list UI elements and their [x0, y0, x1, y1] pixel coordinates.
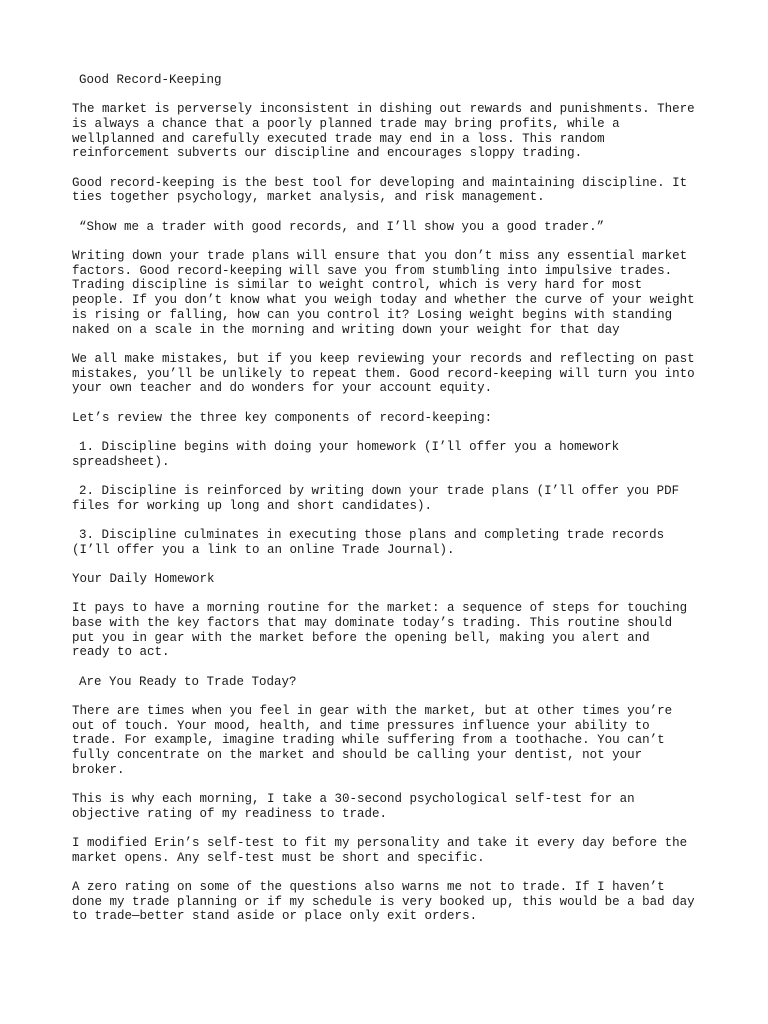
paragraph: Good record-keeping is the best tool for developing and maintaining discipline. It ties together psychology, market analysis, and risk management. [72, 175, 688, 205]
paragraph: We all make mistakes, but if you keep reviewing your records and reflecting on past mistakes, you’ll be unlikely to repeat them. Good record-keeping will turn you into your own teacher and do wonders for your account equity. [72, 351, 695, 396]
subheading: Are You Ready to Trade Today? [79, 674, 297, 689]
paragraph: I modified Erin’s self-test to fit my personality and take it every day before the market opens. Any self-test must be short and specific. [72, 835, 688, 865]
paragraph: The market is perversely inconsistent in dishing out rewards and punishments. There is always a chance that a poorly planned trade may bring profits, while a wellplanned and carefully executed trade may end in a loss. This random reinforcement subverts our discipline and encourages sloppy trading. [72, 102, 695, 161]
paragraph: Let’s review the three key components of record-keeping: [72, 410, 493, 425]
paragraph: It pays to have a morning routine for the market: a sequence of steps for touching base with the key factors that may dominate today’s trading. This routine should put you in gear with the market before the opening bell, making you alert and ready to act. [72, 601, 688, 660]
subheading: Your Daily Homework [72, 571, 215, 586]
quote: “Show me a trader with good records, and I’ll show you a good trader.” [79, 219, 605, 234]
section-heading: Good Record-Keeping [79, 73, 222, 87]
paragraph: Writing down your trade plans will ensure that you don’t miss any essential market factors. Good record-keeping will save you from stumbling into impulsive trades. Trading discipline is similar to weight control, which is very hard for most people. If you don’t know what you weigh today and whether the curve of your weight is rising or falling, how can you control it? Losing weight begins with standing naked on a scale in the morning and writing down your weight for that day [72, 249, 695, 337]
list-item: 3. Discipline culminates in executing those plans and completing trade records (I’ll offer you a link to an online Trade Journal). [72, 527, 665, 557]
paragraph: This is why each morning, I take a 30-second psychological self-test for an objective rating of my readiness to trade. [72, 791, 635, 821]
list-item: 2. Discipline is reinforced by writing down your trade plans (I’ll offer you PDF files for working up long and short candidates). [72, 483, 680, 513]
document-page [72, 73, 702, 939]
paragraph: A zero rating on some of the questions also warns me not to trade. If I haven’t done my trade planning or if my schedule is very booked up, this would be a bad day to trade—better stand aside or place only exit orders. [72, 879, 695, 924]
list-item: 1. Discipline begins with doing your homework (I’ll offer you a homework spreadsheet). [72, 439, 620, 469]
paragraph: There are times when you feel in gear with the market, but at other times you’re out of touch. Your mood, health, and time pressures influence your ability to trade. For example, imagine trading while suffering from a toothache. You can’t fully concentrate on the market and should be calling your dentist, not your broker. [72, 703, 673, 777]
